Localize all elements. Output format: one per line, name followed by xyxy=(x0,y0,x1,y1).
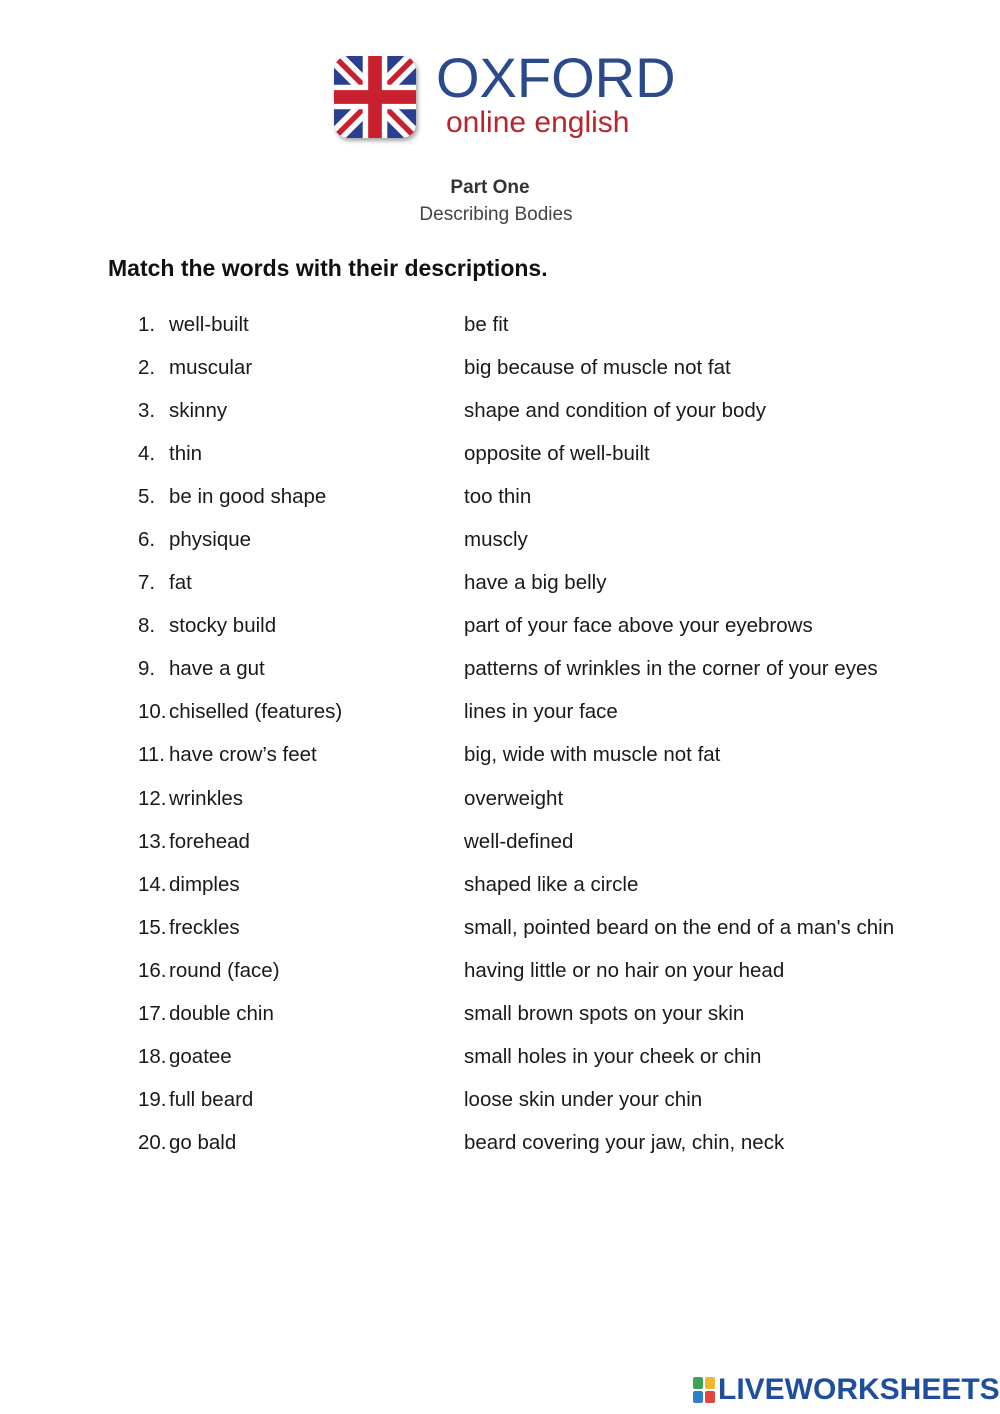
matching-row xyxy=(138,527,958,570)
item-description: beard covering your jaw, chin, neck xyxy=(464,1130,785,1154)
item-number: 16. xyxy=(138,958,167,982)
item-word: fat xyxy=(169,571,192,595)
item-description: loose skin under your chin xyxy=(464,1087,703,1111)
item-description: small holes in your cheek or chin xyxy=(464,1044,762,1068)
item-description: well-defined xyxy=(464,829,574,853)
item-description: shaped like a circle xyxy=(464,872,639,896)
item-number: 11. xyxy=(138,743,165,767)
item-word: skinny xyxy=(169,399,228,423)
matching-row xyxy=(138,484,958,527)
item-number: 6. xyxy=(138,528,156,552)
item-description: muscly xyxy=(464,528,528,552)
item-description: small brown spots on your skin xyxy=(464,1001,745,1025)
logo-tagline: online english xyxy=(446,106,630,139)
item-word: stocky build xyxy=(169,614,277,638)
item-word: goatee xyxy=(169,1044,232,1068)
item-word: well-built xyxy=(169,313,249,336)
item-description: be fit xyxy=(464,313,509,336)
matching-row xyxy=(138,398,958,441)
item-word: go bald xyxy=(169,1130,237,1154)
item-word: muscular xyxy=(169,356,253,380)
matching-row xyxy=(138,1001,958,1044)
matching-row xyxy=(138,742,958,785)
item-description: too thin xyxy=(464,485,532,509)
item-number: 10. xyxy=(138,700,167,724)
item-word: forehead xyxy=(169,829,250,853)
matching-row xyxy=(138,872,958,915)
liveworksheets-icon xyxy=(693,1377,715,1403)
union-jack-flag-icon xyxy=(334,56,416,138)
item-number: 3. xyxy=(138,399,156,423)
oxford-logo xyxy=(334,46,676,146)
matching-row xyxy=(138,441,958,484)
item-number: 13. xyxy=(138,829,167,853)
item-word: full beard xyxy=(169,1087,254,1111)
item-number: 5. xyxy=(138,485,156,509)
item-description: have a big belly xyxy=(464,571,607,595)
item-description: part of your face above your eyebrows xyxy=(464,614,813,638)
item-number: 18. xyxy=(138,1044,167,1068)
item-description: big because of muscle not fat xyxy=(464,356,731,380)
matching-row xyxy=(138,958,958,1001)
matching-row xyxy=(138,312,958,355)
item-word: freckles xyxy=(169,915,240,939)
item-word: have a gut xyxy=(169,657,265,681)
item-word: double chin xyxy=(169,1001,274,1025)
item-description: small, pointed beard on the end of a man's chin xyxy=(464,915,895,939)
item-number: 19. xyxy=(138,1087,167,1111)
item-number: 17. xyxy=(138,1001,167,1025)
item-number: 7. xyxy=(138,571,156,595)
matching-list xyxy=(138,312,958,1173)
item-description: shape and condition of your body xyxy=(464,399,767,423)
item-number: 8. xyxy=(138,614,156,638)
part-title: Part One xyxy=(450,177,530,198)
item-word: dimples xyxy=(169,872,240,896)
item-word: be in good shape xyxy=(169,485,327,509)
item-description: lines in your face xyxy=(464,700,618,724)
item-description: patterns of wrinkles in the corner of your eyes xyxy=(464,657,878,681)
liveworksheets-wordmark: LIVEWORKSHEETS xyxy=(718,1373,1000,1406)
matching-row xyxy=(138,613,958,656)
item-number: 20. xyxy=(138,1130,167,1154)
item-description: overweight xyxy=(464,786,564,810)
matching-row xyxy=(138,786,958,829)
item-word: physique xyxy=(169,528,252,552)
item-word: thin xyxy=(169,442,203,466)
item-word: chiselled (features) xyxy=(169,700,343,724)
matching-row xyxy=(138,1087,958,1130)
liveworksheets-brand xyxy=(693,1375,1000,1405)
item-number: 4. xyxy=(138,442,156,466)
part-subtitle: Describing Bodies xyxy=(419,204,573,225)
instruction-heading: Match the words with their descriptions. xyxy=(108,255,548,281)
matching-row xyxy=(138,1130,958,1173)
item-number: 1. xyxy=(138,313,156,336)
item-number: 14. xyxy=(138,872,167,896)
item-number: 12. xyxy=(138,786,167,810)
matching-row xyxy=(138,915,958,958)
item-word: round (face) xyxy=(169,958,280,982)
logo-name: OXFORD xyxy=(436,46,676,109)
item-number: 15. xyxy=(138,915,167,939)
item-number: 2. xyxy=(138,356,156,380)
matching-row xyxy=(138,656,958,699)
matching-row xyxy=(138,1044,958,1087)
item-number: 9. xyxy=(138,657,156,681)
item-word: wrinkles xyxy=(169,786,244,810)
item-word: have crow’s feet xyxy=(169,743,317,767)
item-description: opposite of well-built xyxy=(464,442,650,466)
item-description: having little or no hair on your head xyxy=(464,958,785,982)
matching-row xyxy=(138,355,958,398)
matching-row xyxy=(138,699,958,742)
matching-row xyxy=(138,570,958,613)
matching-row xyxy=(138,829,958,872)
item-description: big, wide with muscle not fat xyxy=(464,743,721,767)
